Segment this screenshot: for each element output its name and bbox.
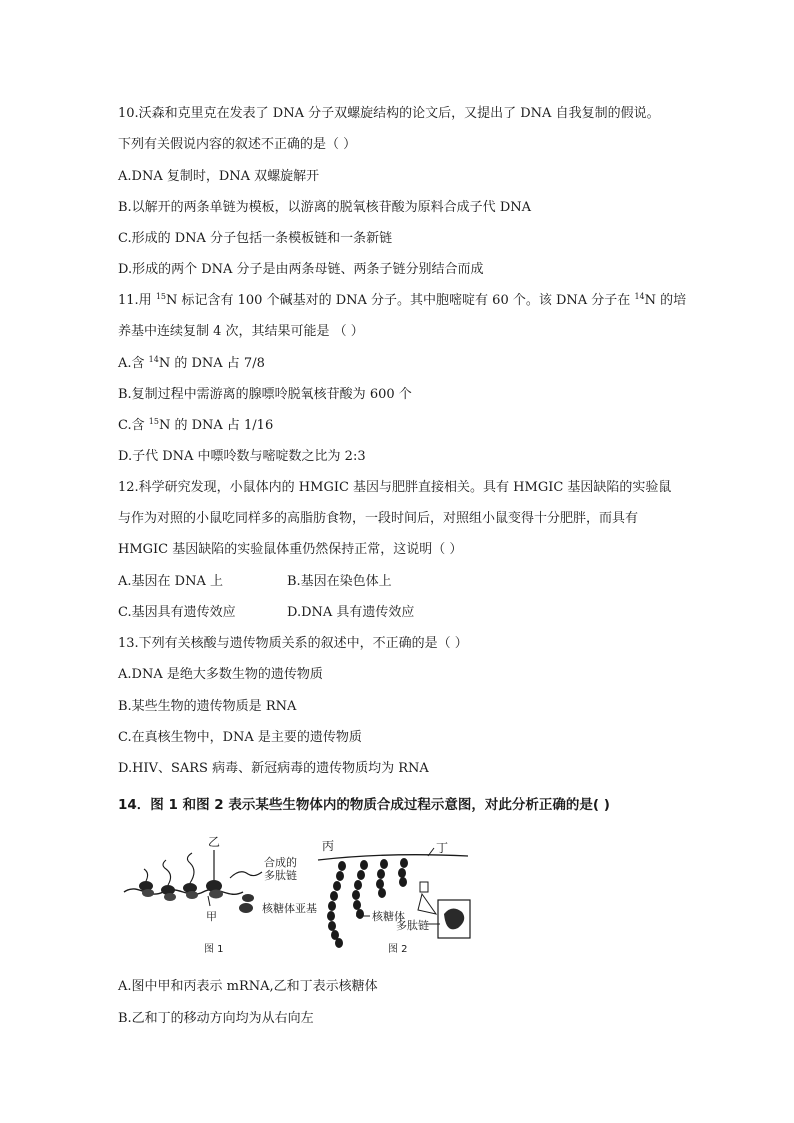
figure-2-caption: 图 2 <box>388 944 408 955</box>
ribosome-subunit-large <box>239 903 253 913</box>
q11-option-d: D.子代 DNA 中嘌呤数与嘧啶数之比为 2:3 <box>118 449 366 464</box>
q11-option-a: A.含 $^{14}$N 的 DNA 占 7/8 <box>118 355 265 371</box>
q12-option-a: A.基因在 DNA 上 <box>118 574 223 589</box>
q11-stem-line1: 11.用 $^{15}$N 标记含有 100 个碱基对的 DNA 分子。其中胞嘧啶有 60 个。该 DNA 分子在 $^{14}$N 的培 <box>118 292 687 308</box>
q10-option-b: B.以解开的两条单链为模板，以游离的脱氧核苷酸为原料合成子代 DNA <box>118 200 532 215</box>
nascent-peptide <box>187 853 194 883</box>
released-peptide <box>230 872 262 878</box>
q11-option-b: B.复制过程中需游离的腺嘌呤脱氧核苷酸为 600 个 <box>118 387 412 402</box>
q10-option-c: C.形成的 DNA 分子包括一条模板链和一条新链 <box>118 231 393 246</box>
q12-stem-line1: 12.科学研究发现，小鼠体内的 HMGIC 基因与肥胖直接相关。具有 HMGIC 基因缺陷的实验鼠 <box>118 480 672 495</box>
ribosome <box>139 881 154 897</box>
label-peptide-line1: 合成的 <box>264 856 297 869</box>
q10-option-a: A.DNA 复制时，DNA 双螺旋解开 <box>118 169 320 184</box>
q13-option-d: D.HIV、SARS 病毒、新冠病毒的遗传物质均为 RNA <box>118 761 429 776</box>
label-ribosome-subunit: 核糖体亚基 <box>262 902 317 915</box>
q12-option-b: B.基因在染色体上 <box>287 574 392 589</box>
q11-stem-line2: 养基中连续复制 4 次，其结果可能是 （ ） <box>118 324 364 339</box>
q14-option-a: A.图中甲和丙表示 mRNA,乙和丁表示核糖体 <box>118 979 378 994</box>
polypeptide-chain-short <box>376 859 388 898</box>
polypeptide-chain-long <box>327 861 346 948</box>
label-peptide-fig2: 多肽链 <box>396 919 429 932</box>
q13-option-a: A.DNA 是绝大多数生物的遗传物质 <box>118 667 323 682</box>
q10-stem-line1: 10.沃森和克里克在发表了 DNA 分子双螺旋结构的论文后，又提出了 DNA 自我复制的假说。 <box>118 106 660 121</box>
label-ribosome: 核糖体 <box>372 910 405 923</box>
q12-option-c: C.基因具有遗传效应 <box>118 605 236 620</box>
mrna-strand-bing <box>318 855 468 860</box>
ribosome <box>206 880 223 899</box>
ribosome <box>183 883 198 899</box>
q10-stem-line2: 下列有关假说内容的叙述不正确的是（ ） <box>118 137 357 152</box>
q12-stem-line3: HMGIC 基因缺陷的实验鼠体重仍然保持正常，这说明（ ） <box>118 542 463 557</box>
nascent-peptide <box>163 860 171 885</box>
q11-option-c: C.含 $^{15}$N 的 DNA 占 1/16 <box>118 417 274 433</box>
pointer-line-jia <box>208 896 210 906</box>
nascent-peptide <box>144 869 148 881</box>
q13-option-b: B.某些生物的遗传物质是 RNA <box>118 699 297 714</box>
zoom-box <box>420 882 428 892</box>
figure-2 <box>318 839 470 955</box>
q14-stem: 14．图 1 和图 2 表示某些生物体内的物质合成过程示意图，对此分析正确的是( ) <box>118 797 610 813</box>
polypeptide-chain-shortest <box>398 858 408 887</box>
label-yi: 乙 <box>208 835 221 849</box>
label-bing: 丙 <box>322 839 335 853</box>
label-ding: 丁 <box>436 841 449 855</box>
q13-stem: 13.下列有关核酸与遗传物质关系的叙述中，不正确的是（ ） <box>118 636 468 651</box>
q13-option-c: C.在真核生物中，DNA 是主要的遗传物质 <box>118 730 362 745</box>
q10-option-d: D.形成的两个 DNA 分子是由两条母链、两条子链分别结合而成 <box>118 262 484 277</box>
polypeptide-chain-mid <box>352 860 368 919</box>
figure-1 <box>124 835 317 955</box>
zoom-arrow <box>418 894 436 914</box>
translation-figure <box>118 832 488 962</box>
q14-option-b: B.乙和丁的移动方向均为从右向左 <box>118 1011 314 1026</box>
q12-option-d: D.DNA 具有遗传效应 <box>287 605 415 620</box>
figure-1-caption: 图 1 <box>204 944 224 955</box>
label-peptide-line2: 多肽链 <box>264 869 297 882</box>
ribosome-subunit-small <box>242 894 254 902</box>
q12-stem-line2: 与作为对照的小鼠吃同样多的高脂肪食物，一段时间后，对照组小鼠变得十分肥胖，而具有 <box>118 511 639 526</box>
label-jia: 甲 <box>206 910 217 923</box>
ribosome <box>161 885 176 901</box>
